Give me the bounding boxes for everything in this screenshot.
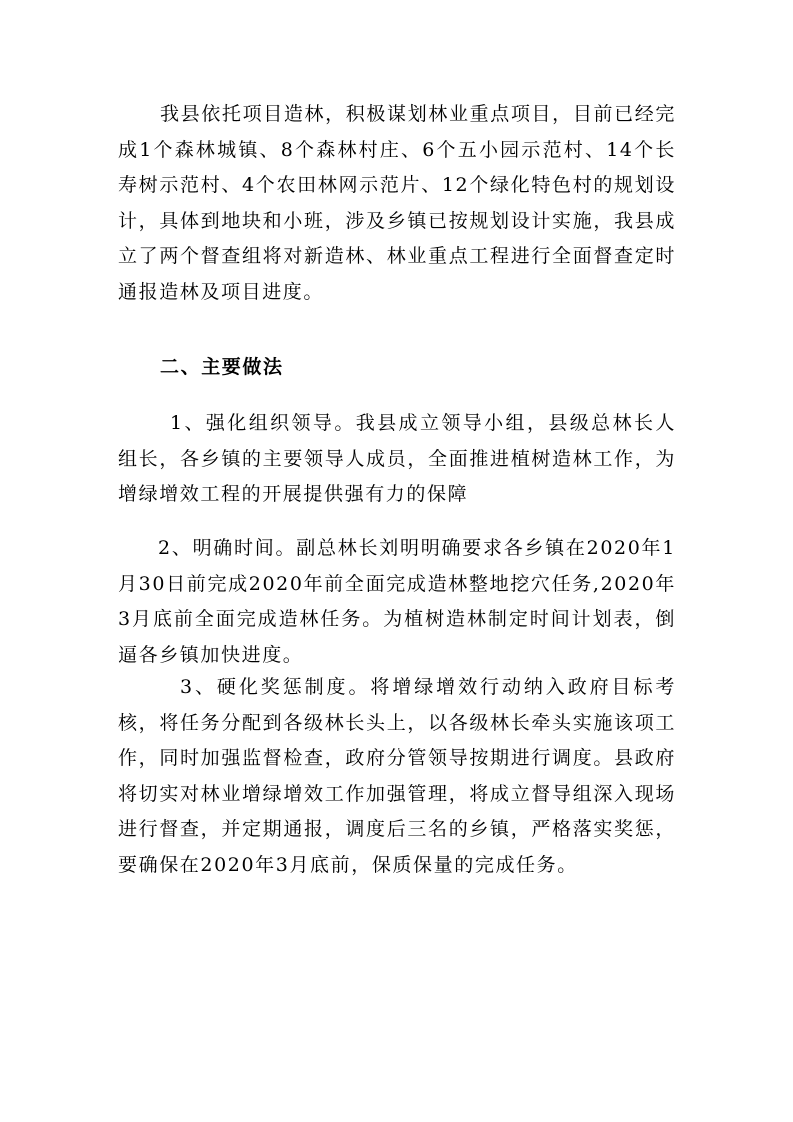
item-1-body: 我县成立领导小组，县级总林长人组长，各乡镇的主要领导人成员，全面推进植树造林工作，为增绿增效工程的开展提供强有力的保障 <box>118 412 676 505</box>
item-3-body: 将增绿增效行动纳入政府目标考核，将任务分配到各级林长头上，以各级林长牵头实施该项工作，同时加强监督检查，政府分管领导按期进行调度。县政府将切实对林业增绿增效工作加强管理，将成立督导组深入现场进行督查，并定期通报，调度后三名的乡镇，严格落实奖惩，要确保在2020年3月底前，保质保量的完成任务。 <box>118 676 676 876</box>
item-3-paragraph <box>118 670 676 883</box>
item-1-paragraph <box>118 406 676 513</box>
item-3-lead: 3、硬化奖惩制度。 <box>180 676 371 698</box>
item-1-lead: 1、强化组织领导。 <box>170 412 356 434</box>
intro-paragraph: 我县依托项目造林，积极谋划林业重点项目，目前已经完成1个森林城镇、8个森林村庄、6个五小园示范村、14个长寿树示范村、4个农田林网示范片、12个绿化特色村的规划设计，具体到地块和小班，涉及乡镇已按规划设计实施，我县成立了两个督查组将对新造林、林业重点工程进行全面督查定时通报造林及项目进度。 <box>118 103 676 303</box>
item-2-paragraph <box>118 531 676 673</box>
item-2-body: 副总林长刘明明确要求各乡镇在2020年1月30日前完成2020年前全面完成造林整地挖穴任务,2020年3月底前全面完成造林任务。为植树造林制定时间计划表，倒逼各乡镇加快进度。 <box>118 537 676 666</box>
section-heading: 二、主要做法 <box>160 356 284 378</box>
item-2-lead: 2、明确时间。 <box>158 537 297 559</box>
